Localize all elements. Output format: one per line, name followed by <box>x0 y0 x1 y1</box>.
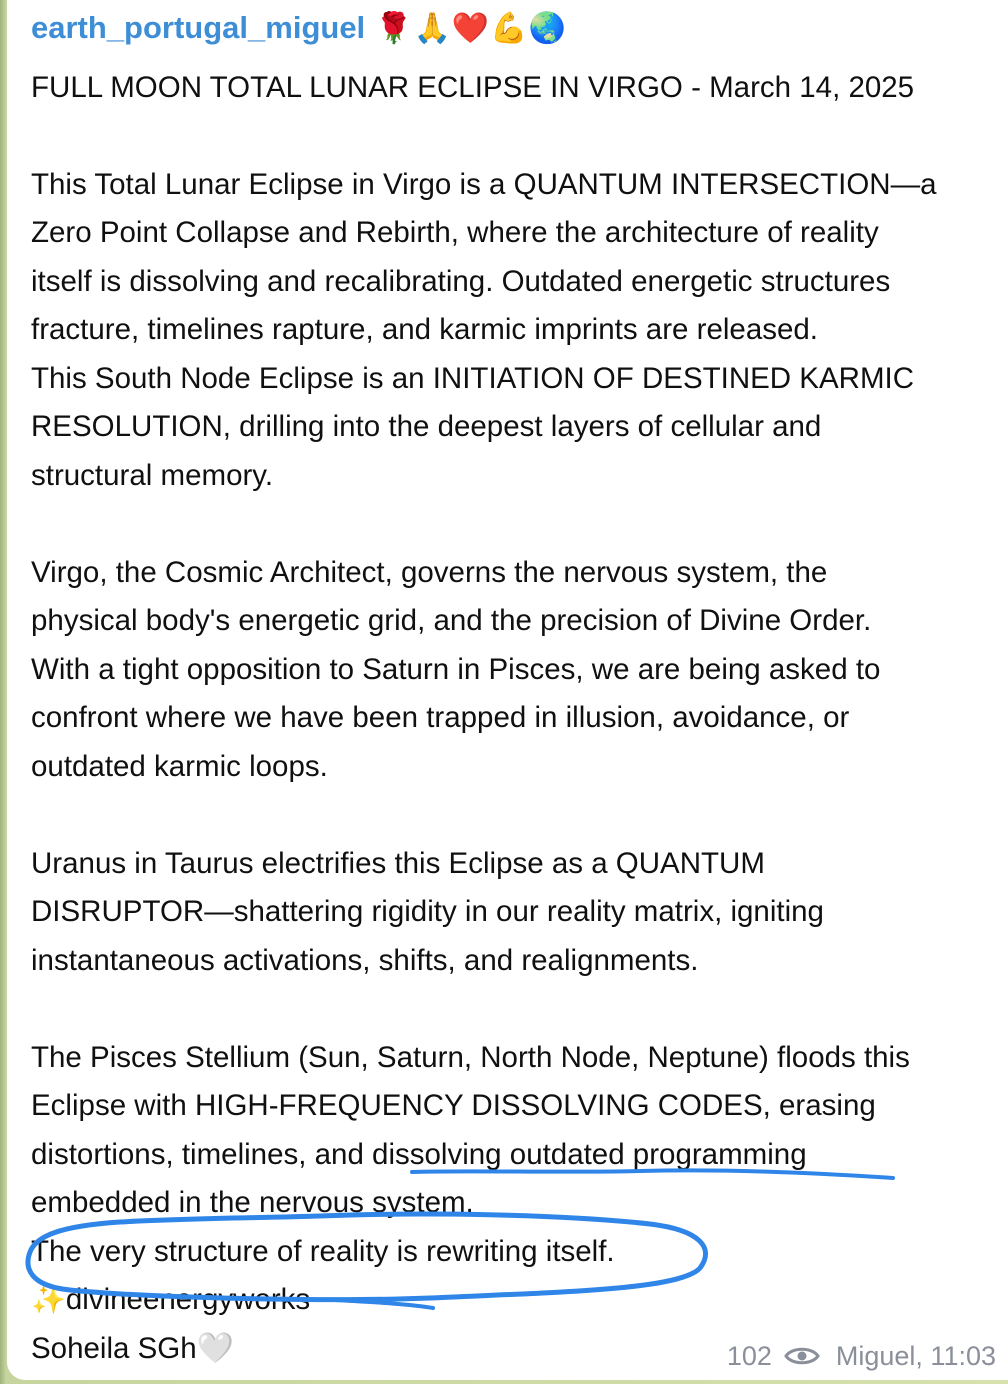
sender-name[interactable]: earth_portugal_miguel <box>31 10 366 45</box>
message-line: itself is dissolving and recalibrating. Outdated energetic structures <box>31 265 891 298</box>
message-line: structural memory. <box>31 459 274 492</box>
message-line: Uranus in Taurus electrifies this Eclipse as a QUANTUM <box>31 847 765 880</box>
message-line: The Pisces Stellium (Sun, Saturn, North Node, Neptune) floods this <box>31 1041 910 1074</box>
message-line: outdated karmic loops. <box>31 750 328 783</box>
message-line: distortions, timelines, and dissolving outdated programming <box>31 1138 807 1171</box>
message-line: Virgo, the Cosmic Architect, governs the nervous system, the <box>31 556 828 589</box>
message-line: With a tight opposition to Saturn in Pisces, we are being asked to <box>31 653 881 686</box>
signature-handle: divineenergyworks <box>65 1283 311 1316</box>
signature-name-line <box>31 1331 234 1367</box>
message-line: RESOLUTION, drilling into the deepest layers of cellular and <box>31 410 822 443</box>
message-meta <box>727 1338 996 1374</box>
message-line-highlighted: The very structure of reality is rewriting itself. <box>31 1235 615 1268</box>
signature-name: Soheila SGh <box>31 1332 197 1365</box>
white-heart-icon: 🤍 <box>196 1331 234 1366</box>
signature-line <box>31 1282 310 1318</box>
message-bubble[interactable] <box>7 0 1008 1380</box>
view-count: 102 <box>726 1340 772 1371</box>
eye-icon <box>784 1344 820 1368</box>
message-title: FULL MOON TOTAL LUNAR ECLIPSE IN VIRGO - March 14, 2025 <box>31 71 915 104</box>
sender-emojis: 🌹🙏❤️💪🌏 <box>375 10 567 46</box>
sender-name-row[interactable] <box>31 6 567 50</box>
message-line: instantaneous activations, shifts, and realignments. <box>31 944 699 977</box>
message-line: confront where we have been trapped in illusion, avoidance, or <box>31 701 850 734</box>
message-line: embedded in the nervous system. <box>31 1186 474 1219</box>
sparkle-icon: ✨ <box>31 1283 66 1316</box>
author-time: Miguel, 11:03 <box>835 1340 996 1371</box>
message-line: physical body's energetic grid, and the precision of Divine Order. <box>31 604 872 637</box>
message-line: This Total Lunar Eclipse in Virgo is a QUANTUM INTERSECTION—a <box>31 168 937 201</box>
message-line: fracture, timelines rapture, and karmic imprints are released. <box>31 313 818 346</box>
message-line: This South Node Eclipse is an INITIATION OF DESTINED KARMIC <box>31 362 915 395</box>
message-line: DISRUPTOR—shattering rigidity in our reality matrix, igniting <box>31 895 824 928</box>
message-line: Eclipse with HIGH-FREQUENCY DISSOLVING CODES, erasing <box>31 1089 876 1122</box>
message-line: Zero Point Collapse and Rebirth, where the architecture of reality <box>31 216 879 249</box>
